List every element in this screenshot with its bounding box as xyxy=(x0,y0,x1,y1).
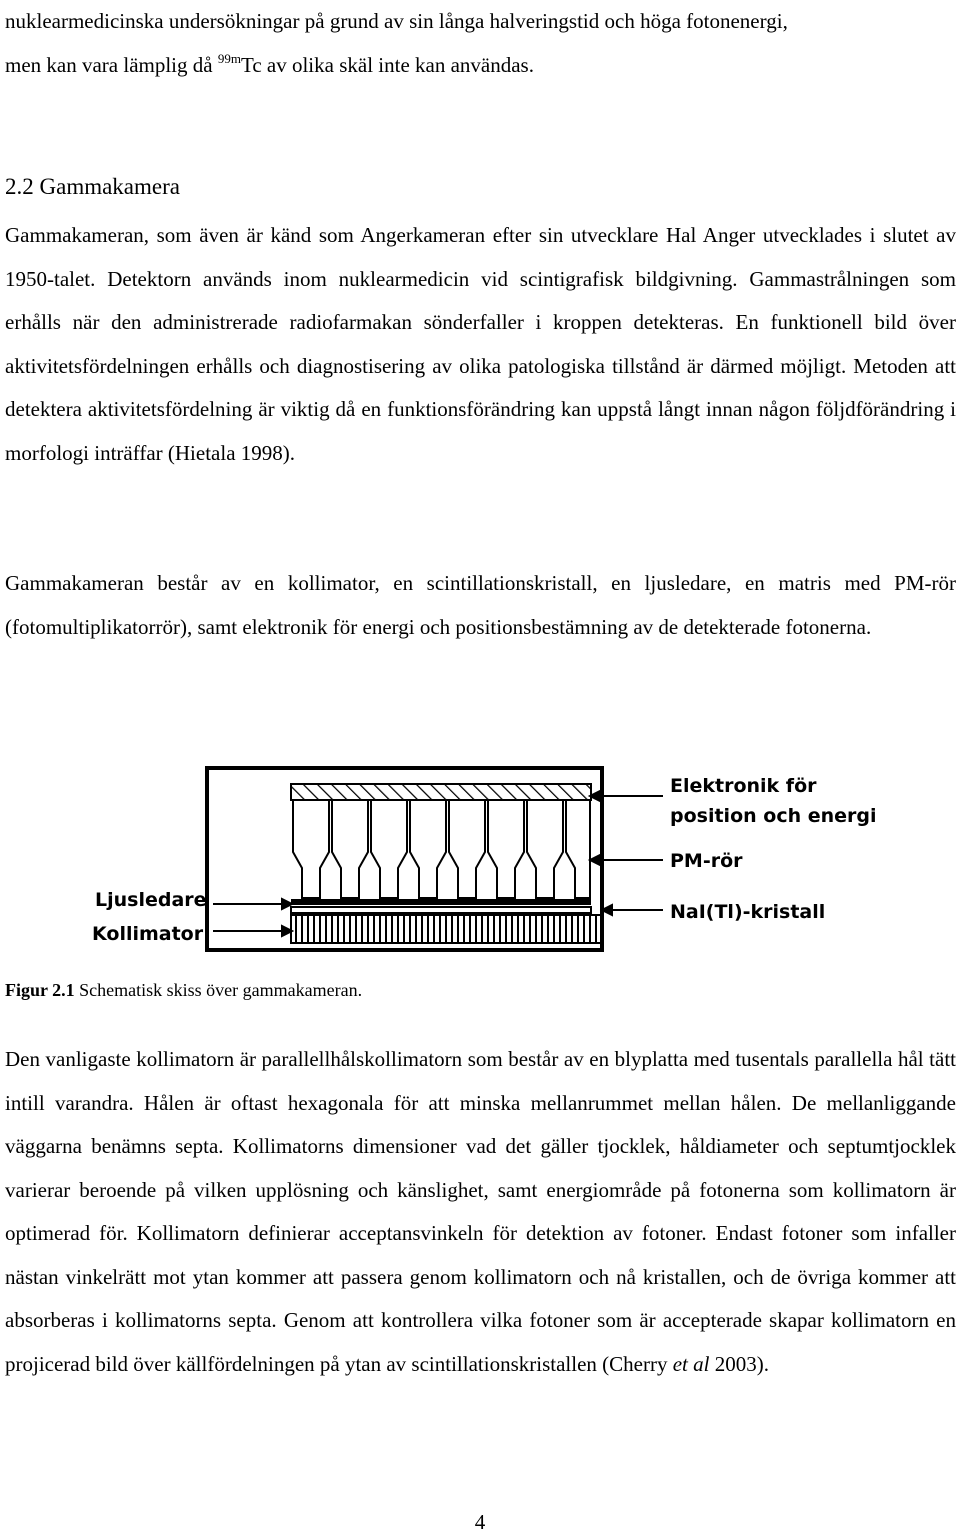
intro-line-2b: Tc av olika skäl inte kan användas. xyxy=(240,52,534,77)
electronics-layer xyxy=(291,784,591,800)
gamma-camera-diagram xyxy=(80,760,900,960)
paragraph-gammakamera-intro: Gammakameran, som även är känd som Angerkameran efter sin utvecklare Hal Anger utvecklades i slutet av 1950-talet. Detektorn används inom nuklearmedicin vid scintigrafisk bildgivning. Gammastrålningen som erhålls när den administrerade radiofarmakan sönderfaller i kroppen detekteras. En funktionell bild över aktivitetsfördelningen erhålls och diagnostisering av olika patologiska tillstånd är därmed möjligt. Metoden att detektera aktivitetsfördelning är viktig då en funktionsförändring kan uppstå långt innan någon följdförändring i morfologi inträffar (Hietala 1998). xyxy=(5,223,956,465)
paragraph-intro-continuation xyxy=(5,0,956,87)
label-light-guide: Ljusledare xyxy=(95,889,207,911)
page-number: 4 xyxy=(474,1510,486,1534)
paragraph-collimator xyxy=(5,1038,956,1386)
light-guide xyxy=(291,899,591,905)
collimator xyxy=(291,915,601,943)
collimator-citation-italic: et al xyxy=(672,1351,710,1376)
label-collimator: Kollimator xyxy=(92,923,204,945)
figure-caption-number: Figur 2.1 xyxy=(5,980,75,1000)
label-pm-tubes: PM-rör xyxy=(670,850,743,872)
collimator-text-1: Den vanligaste kollimatorn är parallellhålskollimatorn som består av en blyplatta med tusentals parallella hål tätt intill varandra. Hålen är oftast hexagonala för att minska mellanrummet mellan hålen. De mellanliggande väggarna benämns septa. Kollimatorns dimensioner vad det gäller tjocklek, håldiameter och septumtjocklek varierar beroende på vilken upplösning och känslighet, samt energiområde på fotonerna som kollimatorn är optimerad för. Kollimatorn definierar acceptansvinkeln för detektion av fotoner. Endast fotoner som infaller nästan vinkelrätt mot ytan kommer att passera genom kollimatorn och nå kristallen, och de övriga kommer att absorberas i kollimatorns septa. Genom att kontrollera vilka fotoner som är accepterade skapar kollimatorn en projicerad bild över källfördelningen på ytan av scintillationskristallen (Cherry xyxy=(5,1047,956,1376)
figure-caption xyxy=(5,978,362,1002)
label-electronics-line1: Elektronik för xyxy=(670,775,817,797)
label-crystal: NaI(Tl)-kristall xyxy=(670,901,826,923)
nai-crystal xyxy=(291,907,591,913)
figure-caption-text: Schematisk skiss över gammakameran. xyxy=(74,980,363,1000)
paragraph-gammakamera-components: Gammakameran består av en kollimator, en scintillationskristall, en ljusledare, en matris med PM-rör (fotomultiplikatorrör), samt elektronik för energi och positionsbestämning av de detekterade fotonerna. xyxy=(5,571,956,639)
isotope-superscript: 99m xyxy=(217,50,241,66)
pm-tube-array xyxy=(293,800,590,898)
collimator-text-2: 2003). xyxy=(709,1351,769,1376)
intro-line-1: nuklearmedicinska undersökningar på grund av sin långa halveringstid och höga fotonenergi, xyxy=(5,9,788,33)
intro-line-2a: men kan vara lämplig då xyxy=(5,52,218,77)
section-heading: 2.2 Gammakamera xyxy=(5,174,180,199)
label-electronics-line2: position och energi xyxy=(670,805,877,827)
